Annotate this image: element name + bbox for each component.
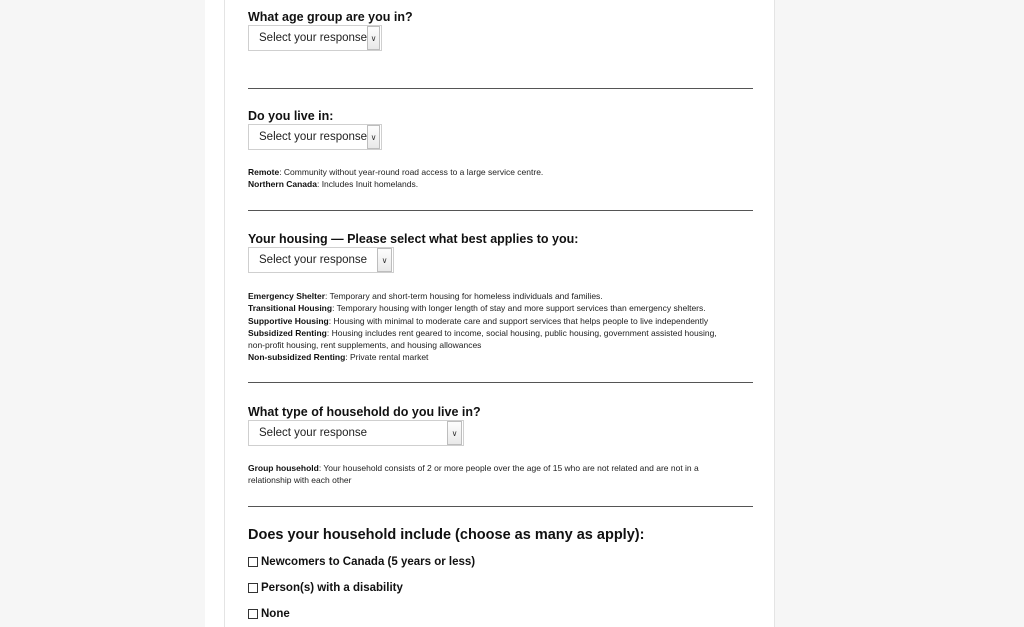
page-gutter-right bbox=[796, 0, 1024, 627]
question-housing: Your housing — Please select what best applies to you: bbox=[248, 232, 579, 246]
chevron-down-icon[interactable]: ∨ bbox=[367, 26, 380, 50]
household-type-select[interactable] bbox=[248, 420, 464, 446]
note-line: Transitional Housing: Temporary housing with longer length of stay and more support services than emergency shelters. bbox=[248, 303, 706, 314]
newcomers-checkbox[interactable] bbox=[248, 557, 258, 567]
chevron-down-icon[interactable]: ∨ bbox=[447, 421, 462, 445]
section-divider bbox=[248, 506, 753, 507]
option-label: None bbox=[261, 608, 290, 620]
household-type-select-value: Select your response bbox=[259, 427, 368, 439]
housing-select-value: Select your response bbox=[259, 254, 368, 266]
none-checkbox[interactable] bbox=[248, 609, 258, 619]
note-line: Supportive Housing: Housing with minimal to moderate care and support services that helps people to live independently bbox=[248, 315, 709, 326]
age-group-select-value: Select your response bbox=[259, 32, 368, 44]
question-household-includes: Does your household include (choose as many as apply): bbox=[248, 527, 645, 543]
note-line: Northern Canada: Includes Inuit homelands. bbox=[248, 179, 419, 190]
age-group-select[interactable] bbox=[248, 25, 382, 51]
question-age-group: What age group are you in? bbox=[248, 10, 413, 24]
disability-checkbox[interactable] bbox=[248, 583, 258, 593]
question-household-type: What type of household do you live in? bbox=[248, 405, 481, 419]
note-line: Remote: Community without year-round road access to a large service centre. bbox=[248, 167, 544, 177]
option-label: Newcomers to Canada (5 years or less) bbox=[261, 556, 476, 568]
note-line: Group household: Your household consists of 2 or more people over the age of 15 who are not related and are not in a bbox=[248, 463, 699, 473]
note-line: relationship with each other bbox=[248, 475, 352, 486]
panel-border-left bbox=[224, 0, 225, 627]
housing-notes bbox=[248, 290, 717, 364]
option-label: Person(s) with a disability bbox=[261, 582, 403, 594]
household-notes bbox=[248, 462, 699, 487]
live-in-notes bbox=[248, 166, 543, 191]
note-line: Non-subsidized Renting: Private rental market bbox=[248, 352, 429, 363]
chevron-down-icon[interactable]: ∨ bbox=[367, 125, 380, 149]
section-divider bbox=[248, 88, 753, 89]
option-disability[interactable] bbox=[248, 582, 403, 594]
note-line: Emergency Shelter: Temporary and short-term housing for homeless individuals and families. bbox=[248, 291, 603, 301]
option-newcomers[interactable] bbox=[248, 556, 475, 568]
panel-border-right bbox=[774, 0, 775, 627]
section-divider bbox=[248, 210, 753, 211]
note-line: Subsidized Renting: Housing includes rent geared to income, social housing, public housing, government assisted housing, bbox=[248, 327, 717, 338]
page-gutter-left bbox=[0, 0, 205, 627]
question-live-in: Do you live in: bbox=[248, 109, 334, 123]
housing-select[interactable] bbox=[248, 247, 394, 273]
section-divider bbox=[248, 382, 753, 383]
live-in-select[interactable] bbox=[248, 124, 382, 150]
chevron-down-icon[interactable]: ∨ bbox=[377, 248, 392, 272]
option-none[interactable] bbox=[248, 608, 290, 620]
live-in-select-value: Select your response bbox=[259, 131, 368, 143]
note-line: non-profit housing, rent supplements, and housing allowances bbox=[248, 340, 482, 351]
